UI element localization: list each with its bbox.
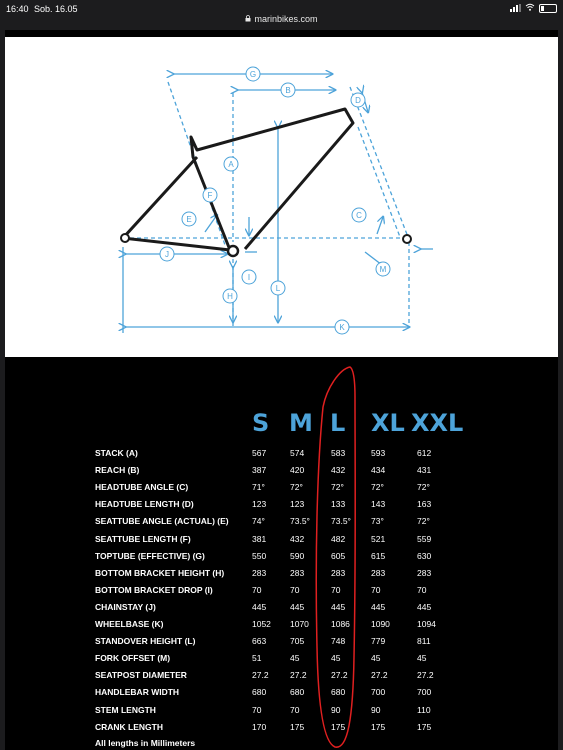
cell-xl: 700 <box>371 687 386 697</box>
cell-xxl: 27.2 <box>417 670 434 680</box>
dim-label-c <box>352 208 366 222</box>
cell-xxl: 700 <box>417 687 432 697</box>
row-label: TOPTUBE (EFFECTIVE) (G) <box>95 551 205 561</box>
cell-l: 133 <box>331 499 346 509</box>
cell-m: 27.2 <box>290 670 307 680</box>
row-label: CRANK LENGTH <box>95 722 163 732</box>
web-page <box>5 30 558 750</box>
lock-icon <box>245 14 251 24</box>
svg-text:A: A <box>228 160 234 169</box>
battery-icon <box>539 4 557 13</box>
dim-label-b <box>281 83 295 97</box>
front-axle <box>403 235 411 243</box>
cell-xl: 90 <box>371 705 381 715</box>
cell-xl: 1090 <box>371 619 390 629</box>
size-header-l: L <box>330 409 346 437</box>
size-header-m: M <box>289 409 313 437</box>
dim-arrow-e <box>205 215 217 232</box>
cell-s: 550 <box>252 551 267 561</box>
cell-l: 1086 <box>331 619 350 629</box>
svg-text:M: M <box>379 265 387 274</box>
cell-l: 70 <box>331 585 341 595</box>
row-label: BOTTOM BRACKET HEIGHT (H) <box>95 568 225 578</box>
cell-xl: 434 <box>371 465 386 475</box>
dim-label-d <box>351 93 365 107</box>
cell-xxl: 283 <box>417 568 432 578</box>
bike-frame <box>123 109 353 250</box>
cell-m: 680 <box>290 687 305 697</box>
cell-l: 605 <box>331 551 346 561</box>
row-label: CHAINSTAY (J) <box>95 602 156 612</box>
row-label: FORK OFFSET (M) <box>95 653 171 663</box>
status-time: 16:40 <box>6 4 29 14</box>
cell-l: 72° <box>331 482 344 492</box>
cell-xxl: 811 <box>417 636 431 646</box>
wifi-icon <box>525 3 535 13</box>
cell-l: 27.2 <box>331 670 348 680</box>
row-label: WHEELBASE (K) <box>95 619 164 629</box>
frame-geometry-diagram <box>5 37 558 357</box>
cell-xxl: 1094 <box>417 619 436 629</box>
cell-s: 27.2 <box>252 670 269 680</box>
cell-s: 51 <box>252 653 262 663</box>
svg-text:G: G <box>249 70 257 79</box>
cell-m: 420 <box>290 465 305 475</box>
dim-label-f <box>203 188 217 202</box>
cell-m: 283 <box>290 568 305 578</box>
row-label: REACH (B) <box>95 465 140 475</box>
row-label: HANDLEBAR WIDTH <box>95 687 180 697</box>
row-label: SEATTUBE ANGLE (ACTUAL) (E) <box>95 516 229 526</box>
cell-xl: 45 <box>371 653 381 663</box>
units-footnote: All lengths in Millimeters <box>95 738 196 748</box>
cell-xl: 70 <box>371 585 381 595</box>
cell-xl: 779 <box>371 636 386 646</box>
cell-s: 445 <box>252 602 267 612</box>
cell-xl: 521 <box>371 534 386 544</box>
diagram-svg <box>5 37 558 357</box>
address-bar[interactable] <box>0 14 563 24</box>
cell-xl: 27.2 <box>371 670 388 680</box>
size-header-xxl: XXL <box>411 409 464 437</box>
cell-xl: 615 <box>371 551 386 561</box>
status-bar <box>0 0 563 30</box>
cell-s: 170 <box>252 722 267 732</box>
dim-label-j <box>160 247 174 261</box>
svg-text:I: I <box>247 273 251 282</box>
cell-xxl: 559 <box>417 534 432 544</box>
cell-l: 482 <box>331 534 346 544</box>
svg-text:C: C <box>356 211 362 220</box>
cell-xxl: 163 <box>417 499 432 509</box>
red-highlight-annotation <box>5 357 558 750</box>
cell-m: 123 <box>290 499 305 509</box>
cell-l: 90 <box>331 705 341 715</box>
signal-icon <box>510 4 521 12</box>
cell-m: 705 <box>290 636 305 646</box>
dim-label-m <box>376 262 390 276</box>
cell-s: 387 <box>252 465 267 475</box>
cell-l: 73.5° <box>331 516 351 526</box>
cell-l: 583 <box>331 448 346 458</box>
cell-s: 663 <box>252 636 267 646</box>
svg-text:E: E <box>186 215 192 224</box>
cell-xxl: 70 <box>417 585 427 595</box>
cell-l: 445 <box>331 602 346 612</box>
cell-l: 680 <box>331 687 346 697</box>
dim-label-g <box>246 67 260 81</box>
page-top-bar <box>5 30 558 37</box>
cell-xl: 73° <box>371 516 384 526</box>
cell-s: 71° <box>252 482 265 492</box>
dim-label-i <box>242 270 256 284</box>
size-header-xl: XL <box>371 409 405 437</box>
row-label: STEM LENGTH <box>95 705 156 715</box>
cell-xxl: 431 <box>417 465 432 475</box>
bottom-bracket <box>228 246 238 256</box>
cell-xxl: 72° <box>417 516 430 526</box>
cell-s: 381 <box>252 534 267 544</box>
svg-text:B: B <box>285 86 291 95</box>
cell-s: 74° <box>252 516 265 526</box>
row-label: STANDOVER HEIGHT (L) <box>95 636 196 646</box>
row-label: STACK (A) <box>95 448 138 458</box>
cell-xxl: 110 <box>417 705 431 715</box>
cell-s: 70 <box>252 585 262 595</box>
cell-xl: 175 <box>371 722 386 732</box>
svg-text:L: L <box>275 284 281 293</box>
dim-label-a <box>224 157 238 171</box>
svg-text:F: F <box>207 191 213 200</box>
dim-label-e <box>182 212 196 226</box>
dim-line-fork <box>358 127 400 237</box>
size-header-s: S <box>252 409 270 437</box>
cell-xxl: 72° <box>417 482 430 492</box>
svg-text:K: K <box>339 323 345 332</box>
row-label: HEADTUBE ANGLE (C) <box>95 482 189 492</box>
cell-xl: 283 <box>371 568 386 578</box>
row-label: SEATPOST DIAMETER <box>95 670 187 680</box>
dim-label-l <box>271 281 285 295</box>
cell-l: 175 <box>331 722 346 732</box>
rear-axle <box>121 234 129 242</box>
cell-xxl: 612 <box>417 448 432 458</box>
cell-s: 283 <box>252 568 267 578</box>
svg-text:D: D <box>355 96 361 105</box>
row-label: SEATTUBE LENGTH (F) <box>95 534 191 544</box>
cell-s: 123 <box>252 499 267 509</box>
cell-m: 70 <box>290 705 300 715</box>
cell-m: 1070 <box>290 619 309 629</box>
cell-xxl: 45 <box>417 653 427 663</box>
cell-l: 748 <box>331 636 346 646</box>
cell-m: 70 <box>290 585 300 595</box>
cell-m: 590 <box>290 551 305 561</box>
cell-xxl: 445 <box>417 602 432 612</box>
cell-m: 445 <box>290 602 305 612</box>
cell-m: 175 <box>290 722 305 732</box>
cell-xxl: 175 <box>417 722 432 732</box>
geometry-table <box>5 357 558 750</box>
cell-m: 574 <box>290 448 305 458</box>
row-label: BOTTOM BRACKET DROP (I) <box>95 585 213 595</box>
cell-m: 432 <box>290 534 305 544</box>
cell-xl: 72° <box>371 482 384 492</box>
cell-xxl: 630 <box>417 551 432 561</box>
status-indicators <box>510 3 557 13</box>
dim-arrow-c <box>377 217 383 234</box>
cell-xl: 593 <box>371 448 386 458</box>
url-text: marinbikes.com <box>254 14 318 24</box>
cell-m: 73.5° <box>290 516 310 526</box>
svg-text:H: H <box>227 292 233 301</box>
cell-m: 45 <box>290 653 300 663</box>
cell-m: 72° <box>290 482 303 492</box>
cell-l: 432 <box>331 465 346 475</box>
cell-l: 283 <box>331 568 346 578</box>
svg-text:J: J <box>165 250 169 259</box>
row-label: HEADTUBE LENGTH (D) <box>95 499 194 509</box>
cell-s: 1052 <box>252 619 271 629</box>
cell-xl: 445 <box>371 602 386 612</box>
dim-label-k <box>335 320 349 334</box>
cell-s: 567 <box>252 448 267 458</box>
status-date: Sob. 16.05 <box>34 4 78 14</box>
cell-s: 680 <box>252 687 267 697</box>
cell-xl: 143 <box>371 499 386 509</box>
cell-l: 45 <box>331 653 341 663</box>
cell-s: 70 <box>252 705 262 715</box>
dim-label-h <box>223 289 237 303</box>
